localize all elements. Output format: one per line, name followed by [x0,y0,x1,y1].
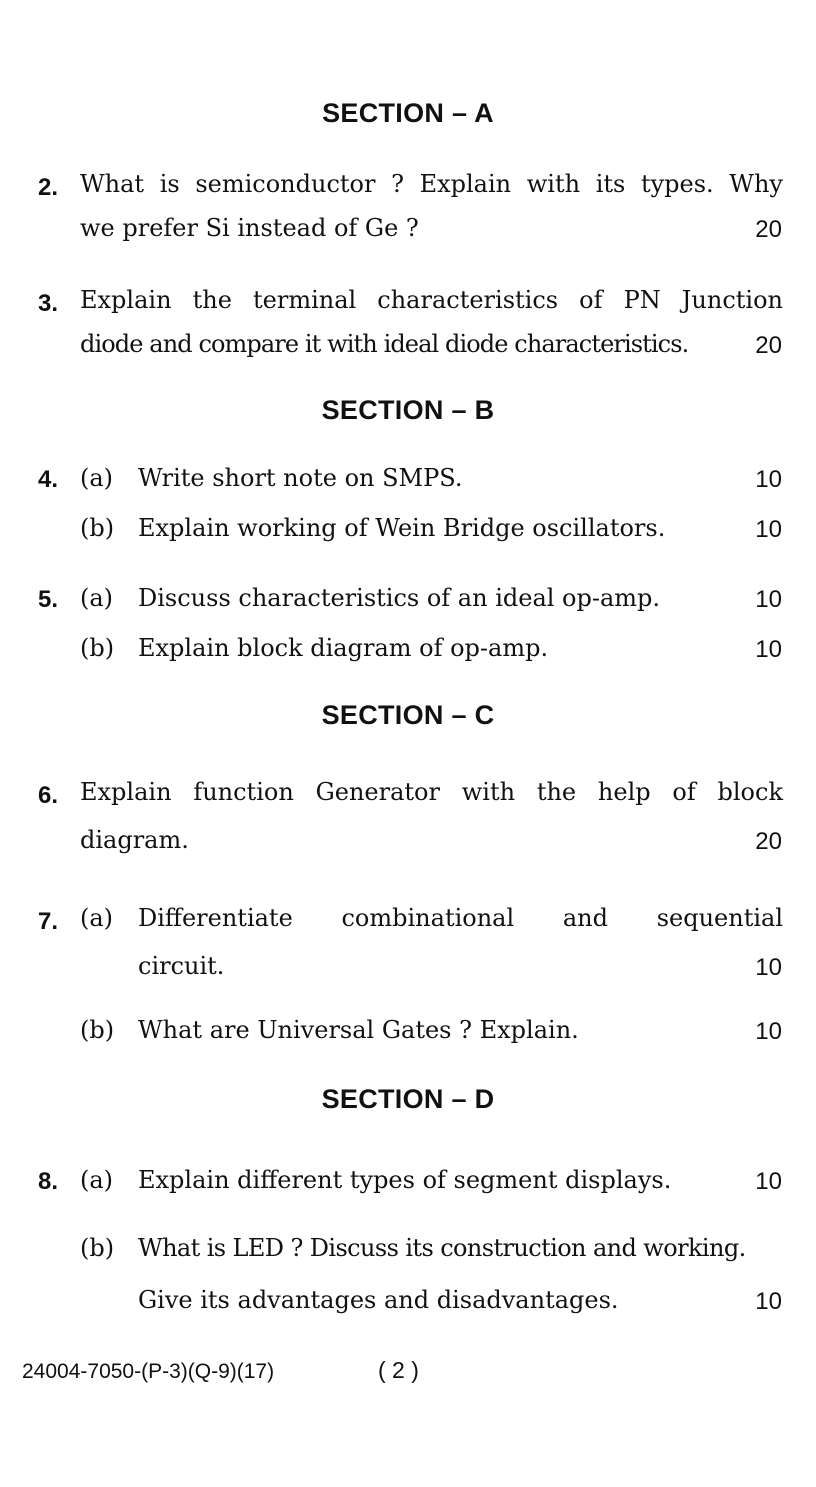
question-8-number: 8. [38,1168,59,1195]
question-7a-line-1: Differentiate combinational and sequential [138,904,783,932]
question-5b-marks: 10 [755,636,782,663]
question-3-line-2: diode and compare it with ideal diode characteristics. [80,330,689,358]
question-2-marks: 20 [755,216,782,243]
question-8b-line-2: Give its advantages and disadvantages. [138,1286,619,1314]
question-6-number: 6. [38,782,59,809]
question-7a-line-2: circuit. [138,952,225,980]
section-c-heading: SECTION – C [321,700,495,730]
question-7a-marks: 10 [755,954,782,981]
question-8b-label: (b) [80,1234,115,1262]
section-d-heading: SECTION – D [321,1084,495,1114]
question-5a-label: (a) [80,584,114,612]
question-4-number: 4. [38,466,59,493]
question-2-number: 2. [38,174,59,201]
question-4b-label: (b) [80,514,115,542]
section-a-heading: SECTION – A [322,98,494,128]
page-number: ( 2 ) [378,1357,419,1383]
question-8b-marks: 10 [755,1288,782,1315]
question-4a-marks: 10 [755,466,782,493]
question-3-line-1: Explain the terminal characteristics of PN Junction [80,286,783,314]
question-4a-text: Write short note on SMPS. [138,464,463,492]
question-2-line-1: What is semiconductor ? Explain with its types. Why [80,170,783,198]
question-4b-text: Explain working of Wein Bridge oscillators. [138,514,666,542]
question-4a-label: (a) [80,464,114,492]
section-b-heading: SECTION – B [321,395,495,425]
question-5a-text: Discuss characteristics of an ideal op-amp. [138,584,661,612]
question-8a-label: (a) [80,1166,114,1194]
question-7-number: 7. [38,908,59,935]
question-7b-marks: 10 [755,1018,782,1045]
question-4b-marks: 10 [755,516,782,543]
paper-code: 24004-7050-(P-3)(Q-9)(17) [22,1360,275,1383]
question-7b-label: (b) [80,1016,115,1044]
question-2-line-2: we prefer Si instead of Ge ? [80,214,419,242]
question-3-marks: 20 [755,332,782,359]
question-6-marks: 20 [755,828,782,855]
question-5a-marks: 10 [755,586,782,613]
question-5b-label: (b) [80,634,115,662]
question-5-number: 5. [38,586,59,613]
question-6-line-1: Explain function Generator with the help of block [80,778,783,806]
question-7a-label: (a) [80,904,114,932]
question-3-number: 3. [38,290,59,317]
question-7b-text: What are Universal Gates ? Explain. [138,1016,579,1044]
question-6-line-2: diagram. [80,826,189,854]
question-5b-text: Explain block diagram of op-amp. [138,634,549,662]
question-8a-text: Explain different types of segment displays. [138,1166,672,1194]
question-8a-marks: 10 [755,1168,782,1195]
question-8b-line-1: What is LED ? Discuss its construction and working. [138,1234,746,1262]
